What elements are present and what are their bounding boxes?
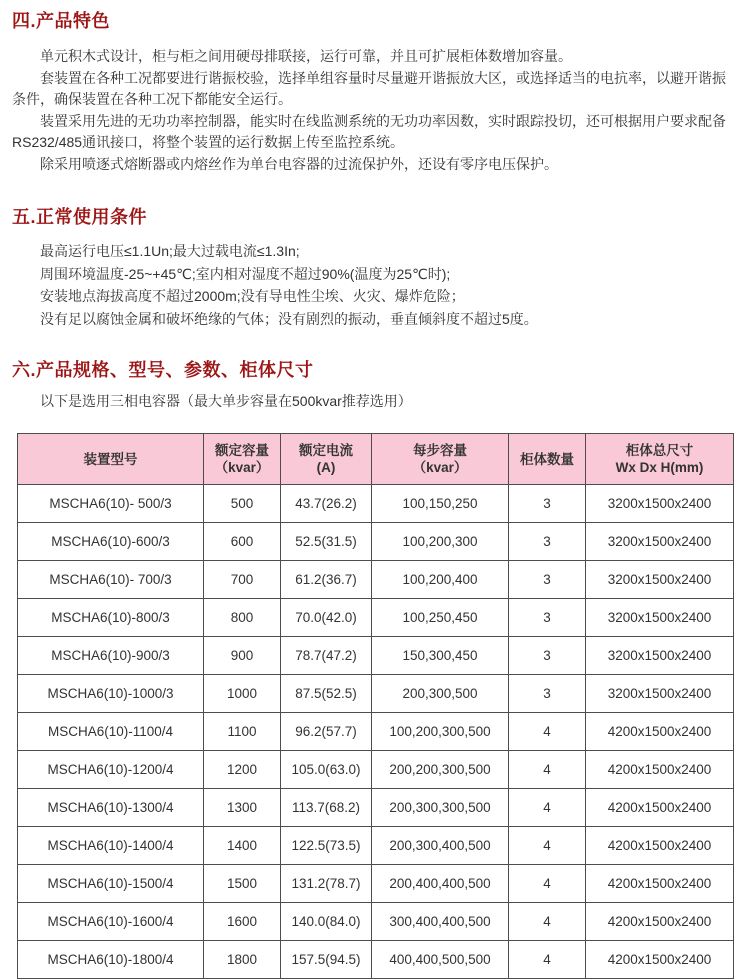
table-row bbox=[18, 523, 734, 561]
cell-step-capacity: 200,300,400,500 bbox=[372, 827, 509, 865]
section6-intro: 以下是选用三相电容器（最大单步容量在500kvar推荐选用） bbox=[40, 393, 412, 409]
col-header-cabinet-count-line1: 柜体数量 bbox=[520, 451, 574, 467]
col-header-step-capacity-line1: 每步容量 bbox=[413, 443, 467, 458]
cell-rated-current: 105.0(63.0) bbox=[281, 751, 372, 789]
section4-title: 四.产品特色 bbox=[12, 11, 111, 31]
spec-table bbox=[17, 433, 734, 979]
cell-rated-capacity: 1000 bbox=[204, 675, 281, 713]
table-row bbox=[18, 789, 734, 827]
cell-rated-capacity: 1600 bbox=[204, 903, 281, 941]
cell-rated-current: 131.2(78.7) bbox=[281, 865, 372, 903]
table-row bbox=[18, 903, 734, 941]
cell-cabinet-count: 4 bbox=[509, 751, 586, 789]
section4-paragraph-3: 装置采用先进的无功功率控制器，能实时在线监测系统的无功功率因数，实时跟踪投切，还可根据用户要求配备RS232/485通讯接口，将整个装置的运行数据上传至监控系统。 bbox=[12, 112, 726, 150]
cell-model: MSCHA6(10)- 700/3 bbox=[18, 561, 204, 599]
cell-rated-current: 157.5(94.5) bbox=[281, 941, 372, 979]
cell-model: MSCHA6(10)-1600/4 bbox=[18, 903, 204, 941]
col-header-rated-current bbox=[281, 434, 372, 485]
col-header-cabinet-size-line2: Wx Dx H(mm) bbox=[615, 460, 704, 475]
cell-cabinet-count: 3 bbox=[509, 485, 586, 523]
cell-step-capacity: 150,300,450 bbox=[372, 637, 509, 675]
cell-cabinet-size: 3200x1500x2400 bbox=[586, 599, 734, 637]
cell-step-capacity: 100,250,450 bbox=[372, 599, 509, 637]
col-header-model bbox=[18, 434, 204, 485]
col-header-rated-capacity-line2: （kvar） bbox=[214, 460, 270, 475]
col-header-model-line1: 装置型号 bbox=[83, 451, 138, 467]
cell-cabinet-size: 3200x1500x2400 bbox=[586, 561, 734, 599]
section5-condition-4: 没有足以腐蚀金属和破坏绝缘的气体；没有剧烈的振动，垂直倾斜度不超过5度。 bbox=[40, 310, 538, 327]
cell-rated-capacity: 1500 bbox=[204, 865, 281, 903]
cell-rated-current: 78.7(47.2) bbox=[281, 637, 372, 675]
table-row bbox=[18, 485, 734, 523]
cell-rated-current: 113.7(68.2) bbox=[281, 789, 372, 827]
spec-table-body bbox=[18, 485, 734, 979]
cell-cabinet-count: 3 bbox=[509, 675, 586, 713]
cell-rated-capacity: 700 bbox=[204, 561, 281, 599]
cell-rated-capacity: 500 bbox=[204, 485, 281, 523]
section6-title: 六.产品规格、型号、参数、柜体尺寸 bbox=[12, 360, 314, 380]
cell-step-capacity: 400,400,500,500 bbox=[372, 941, 509, 979]
cell-model: MSCHA6(10)-1000/3 bbox=[18, 675, 204, 713]
col-header-cabinet-count bbox=[509, 434, 586, 485]
cell-cabinet-size: 4200x1500x2400 bbox=[586, 789, 734, 827]
table-row bbox=[18, 561, 734, 599]
section5-condition-3: 安装地点海拔高度不超过2000m;没有导电性尘埃、火灾、爆炸危险； bbox=[40, 288, 465, 304]
cell-step-capacity: 100,200,300,500 bbox=[372, 713, 509, 751]
table-row bbox=[18, 941, 734, 979]
table-row bbox=[18, 751, 734, 789]
cell-rated-capacity: 1200 bbox=[204, 751, 281, 789]
cell-cabinet-count: 4 bbox=[509, 789, 586, 827]
cell-cabinet-count: 4 bbox=[509, 903, 586, 941]
cell-rated-current: 61.2(36.7) bbox=[281, 561, 372, 599]
table-row bbox=[18, 865, 734, 903]
table-row bbox=[18, 675, 734, 713]
col-header-rated-current-line1: 额定电流 bbox=[299, 443, 353, 458]
cell-model: MSCHA6(10)-1100/4 bbox=[18, 713, 204, 751]
cell-cabinet-size: 3200x1500x2400 bbox=[586, 675, 734, 713]
cell-model: MSCHA6(10)-1400/4 bbox=[18, 827, 204, 865]
cell-cabinet-size: 4200x1500x2400 bbox=[586, 827, 734, 865]
cell-cabinet-count: 4 bbox=[509, 827, 586, 865]
cell-model: MSCHA6(10)-1300/4 bbox=[18, 789, 204, 827]
cell-cabinet-size: 3200x1500x2400 bbox=[586, 637, 734, 675]
cell-rated-current: 87.5(52.5) bbox=[281, 675, 372, 713]
section4-paragraph-1: 单元积木式设计，柜与柜之间用硬母排联接，运行可靠，并且可扩展柜体数增加容量。 bbox=[40, 48, 572, 64]
cell-step-capacity: 100,200,400 bbox=[372, 561, 509, 599]
spec-table-header bbox=[18, 434, 734, 485]
section5-condition-1: 最高运行电压≤1.1Un;最大过载电流≤1.3In; bbox=[40, 243, 300, 259]
cell-model: MSCHA6(10)- 500/3 bbox=[18, 485, 204, 523]
cell-cabinet-count: 3 bbox=[509, 637, 586, 675]
cell-cabinet-size: 3200x1500x2400 bbox=[586, 523, 734, 561]
cell-cabinet-count: 4 bbox=[509, 941, 586, 979]
table-row bbox=[18, 599, 734, 637]
table-row bbox=[18, 827, 734, 865]
cell-cabinet-count: 3 bbox=[509, 599, 586, 637]
cell-cabinet-count: 4 bbox=[509, 865, 586, 903]
cell-model: MSCHA6(10)-600/3 bbox=[18, 523, 204, 561]
cell-cabinet-size: 4200x1500x2400 bbox=[586, 903, 734, 941]
cell-cabinet-size: 4200x1500x2400 bbox=[586, 941, 734, 979]
cell-rated-current: 43.7(26.2) bbox=[281, 485, 372, 523]
cell-rated-capacity: 1800 bbox=[204, 941, 281, 979]
cell-cabinet-size: 4200x1500x2400 bbox=[586, 751, 734, 789]
cell-model: MSCHA6(10)-1200/4 bbox=[18, 751, 204, 789]
cell-model: MSCHA6(10)-1800/4 bbox=[18, 941, 204, 979]
col-header-step-capacity-line2: （kvar） bbox=[412, 460, 468, 475]
cell-rated-capacity: 800 bbox=[204, 599, 281, 637]
section4-paragraph-2: 套装置在各种工况都要进行谐振校验，选择单组容量时尽量避开谐振放大区，或选择适当的电抗率，以避开谐振条件，确保装置在各种工况下都能安全运行。 bbox=[12, 69, 726, 107]
table-row bbox=[18, 713, 734, 751]
section5-title: 五.正常使用条件 bbox=[12, 207, 148, 227]
cell-step-capacity: 200,300,500 bbox=[372, 675, 509, 713]
cell-step-capacity: 200,400,400,500 bbox=[372, 865, 509, 903]
cell-rated-current: 140.0(84.0) bbox=[281, 903, 372, 941]
cell-rated-current: 52.5(31.5) bbox=[281, 523, 372, 561]
cell-rated-capacity: 1100 bbox=[204, 713, 281, 751]
cell-step-capacity: 100,200,300 bbox=[372, 523, 509, 561]
cell-cabinet-size: 4200x1500x2400 bbox=[586, 713, 734, 751]
cell-step-capacity: 100,150,250 bbox=[372, 485, 509, 523]
col-header-rated-capacity-line1: 额定容量 bbox=[215, 443, 269, 458]
cell-step-capacity: 200,200,300,500 bbox=[372, 751, 509, 789]
cell-cabinet-size: 3200x1500x2400 bbox=[586, 485, 734, 523]
table-row bbox=[18, 637, 734, 675]
cell-cabinet-count: 3 bbox=[509, 523, 586, 561]
cell-step-capacity: 300,400,400,500 bbox=[372, 903, 509, 941]
cell-rated-capacity: 900 bbox=[204, 637, 281, 675]
section5-condition-2: 周围环境温度-25~+45℃;室内相对湿度不超过90%(温度为25℃时); bbox=[40, 265, 451, 282]
cell-model: MSCHA6(10)-800/3 bbox=[18, 599, 204, 637]
cell-step-capacity: 200,300,300,500 bbox=[372, 789, 509, 827]
cell-rated-current: 122.5(73.5) bbox=[281, 827, 372, 865]
cell-cabinet-count: 3 bbox=[509, 561, 586, 599]
header-row bbox=[18, 434, 734, 485]
cell-model: MSCHA6(10)-1500/4 bbox=[18, 865, 204, 903]
col-header-rated-current-line2: (A) bbox=[316, 460, 336, 475]
cell-rated-capacity: 600 bbox=[204, 523, 281, 561]
cell-model: MSCHA6(10)-900/3 bbox=[18, 637, 204, 675]
section4-paragraph-4: 除采用喷逐式熔断器或内熔丝作为单台电容器的过流保护外，还设有零序电压保护。 bbox=[40, 155, 558, 172]
col-header-step-capacity bbox=[372, 434, 509, 485]
cell-rated-current: 70.0(42.0) bbox=[281, 599, 372, 637]
col-header-cabinet-size bbox=[586, 434, 734, 485]
cell-rated-capacity: 1300 bbox=[204, 789, 281, 827]
cell-cabinet-size: 4200x1500x2400 bbox=[586, 865, 734, 903]
cell-rated-current: 96.2(57.7) bbox=[281, 713, 372, 751]
col-header-rated-capacity bbox=[204, 434, 281, 485]
col-header-cabinet-size-line1: 柜体总尺寸 bbox=[625, 443, 694, 458]
cell-rated-capacity: 1400 bbox=[204, 827, 281, 865]
cell-cabinet-count: 4 bbox=[509, 713, 586, 751]
